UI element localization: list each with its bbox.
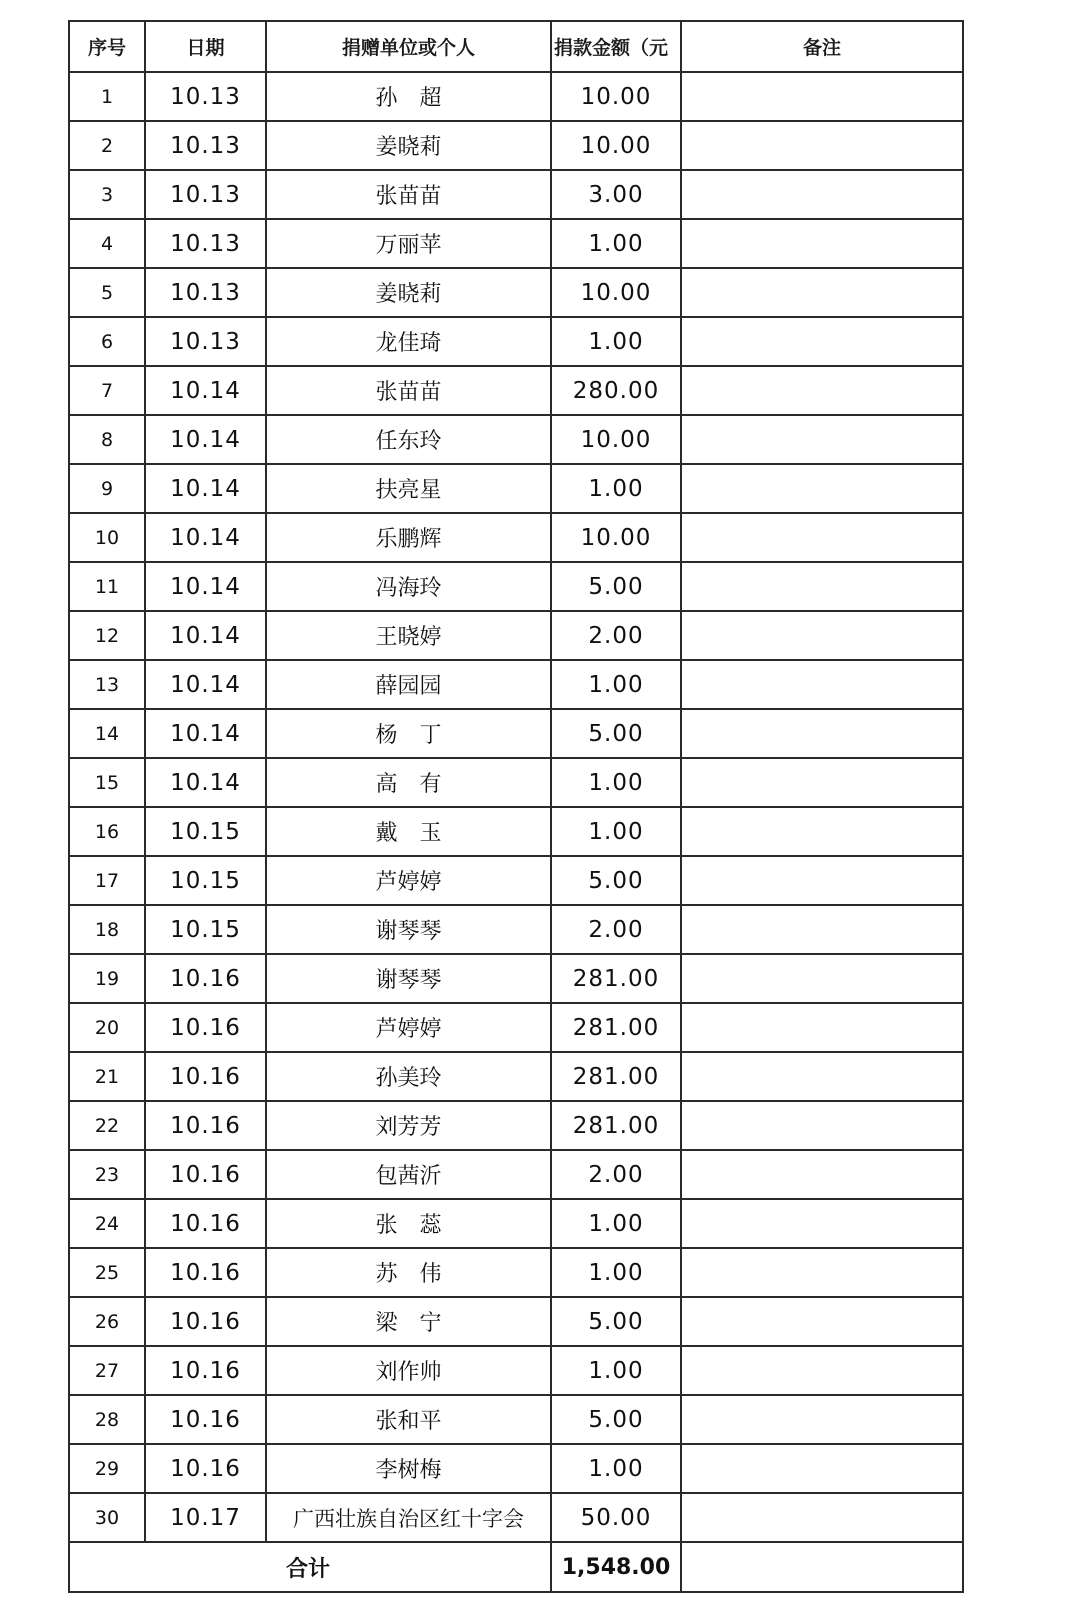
cell-no: 7: [69, 366, 145, 415]
donation-ledger-table: [68, 20, 964, 1593]
table-row: [69, 905, 963, 954]
cell-donor: 冯海玲: [266, 562, 551, 611]
cell-remark: [681, 954, 963, 1003]
cell-amount: 2.00: [551, 611, 681, 660]
cell-date: 10.14: [145, 464, 266, 513]
cell-amount: 1.00: [551, 758, 681, 807]
cell-no: 2: [69, 121, 145, 170]
cell-donor: 杨 丁: [266, 709, 551, 758]
cell-no: 24: [69, 1199, 145, 1248]
cell-remark: [681, 856, 963, 905]
cell-no: 4: [69, 219, 145, 268]
cell-remark: [681, 317, 963, 366]
cell-amount: 2.00: [551, 1150, 681, 1199]
cell-date: 10.16: [145, 954, 266, 1003]
header-no: 序号: [69, 21, 145, 72]
cell-amount: 5.00: [551, 562, 681, 611]
cell-date: 10.16: [145, 1199, 266, 1248]
table-row: [69, 219, 963, 268]
cell-no: 9: [69, 464, 145, 513]
cell-amount: 281.00: [551, 954, 681, 1003]
cell-remark: [681, 1150, 963, 1199]
cell-date: 10.16: [145, 1248, 266, 1297]
cell-donor: 包茜沂: [266, 1150, 551, 1199]
table-row: [69, 366, 963, 415]
cell-amount: 280.00: [551, 366, 681, 415]
cell-amount: 3.00: [551, 170, 681, 219]
cell-date: 10.13: [145, 317, 266, 366]
cell-date: 10.14: [145, 513, 266, 562]
cell-donor: 姜晓莉: [266, 268, 551, 317]
cell-amount: 1.00: [551, 1248, 681, 1297]
table-row: [69, 72, 963, 121]
cell-date: 10.16: [145, 1444, 266, 1493]
table-row: [69, 1150, 963, 1199]
cell-donor: 龙佳琦: [266, 317, 551, 366]
header-amount: 捐款金额（元: [551, 21, 681, 72]
table-row: [69, 415, 963, 464]
cell-date: 10.13: [145, 170, 266, 219]
total-remark: [681, 1542, 963, 1592]
cell-no: 17: [69, 856, 145, 905]
cell-remark: [681, 219, 963, 268]
cell-remark: [681, 1493, 963, 1542]
cell-amount: 5.00: [551, 856, 681, 905]
table-row: [69, 562, 963, 611]
cell-date: 10.17: [145, 1493, 266, 1542]
cell-date: 10.16: [145, 1150, 266, 1199]
table-row: [69, 170, 963, 219]
header-donor: 捐赠单位或个人: [266, 21, 551, 72]
cell-no: 22: [69, 1101, 145, 1150]
cell-donor: 孙 超: [266, 72, 551, 121]
cell-donor: 张 蕊: [266, 1199, 551, 1248]
cell-date: 10.14: [145, 366, 266, 415]
cell-amount: 1.00: [551, 1346, 681, 1395]
cell-amount: 1.00: [551, 660, 681, 709]
cell-donor: 戴 玉: [266, 807, 551, 856]
cell-no: 23: [69, 1150, 145, 1199]
cell-amount: 281.00: [551, 1003, 681, 1052]
cell-donor: 高 有: [266, 758, 551, 807]
cell-amount: 50.00: [551, 1493, 681, 1542]
cell-remark: [681, 1346, 963, 1395]
cell-amount: 1.00: [551, 807, 681, 856]
cell-donor: 乐鹏辉: [266, 513, 551, 562]
cell-date: 10.13: [145, 268, 266, 317]
table-row: [69, 268, 963, 317]
cell-date: 10.16: [145, 1003, 266, 1052]
table-row: [69, 121, 963, 170]
cell-amount: 5.00: [551, 1395, 681, 1444]
cell-date: 10.13: [145, 219, 266, 268]
cell-amount: 10.00: [551, 513, 681, 562]
cell-no: 12: [69, 611, 145, 660]
cell-date: 10.14: [145, 415, 266, 464]
cell-remark: [681, 1297, 963, 1346]
cell-no: 16: [69, 807, 145, 856]
table-row: [69, 317, 963, 366]
cell-amount: 281.00: [551, 1052, 681, 1101]
cell-date: 10.16: [145, 1297, 266, 1346]
cell-remark: [681, 1101, 963, 1150]
cell-no: 15: [69, 758, 145, 807]
table-row: [69, 1003, 963, 1052]
cell-no: 6: [69, 317, 145, 366]
cell-remark: [681, 1395, 963, 1444]
cell-no: 14: [69, 709, 145, 758]
cell-no: 27: [69, 1346, 145, 1395]
cell-date: 10.13: [145, 72, 266, 121]
cell-remark: [681, 72, 963, 121]
table-row: [69, 1052, 963, 1101]
cell-donor: 谢琴琴: [266, 954, 551, 1003]
cell-no: 20: [69, 1003, 145, 1052]
cell-remark: [681, 709, 963, 758]
cell-date: 10.15: [145, 905, 266, 954]
cell-remark: [681, 905, 963, 954]
total-amount: 1,548.00: [551, 1542, 681, 1592]
cell-donor: 扶亮星: [266, 464, 551, 513]
table-row: [69, 464, 963, 513]
cell-no: 30: [69, 1493, 145, 1542]
table-row: [69, 1199, 963, 1248]
cell-no: 5: [69, 268, 145, 317]
cell-no: 13: [69, 660, 145, 709]
cell-amount: 1.00: [551, 464, 681, 513]
cell-amount: 5.00: [551, 709, 681, 758]
table-row: [69, 1346, 963, 1395]
cell-amount: 1.00: [551, 1199, 681, 1248]
cell-remark: [681, 170, 963, 219]
cell-remark: [681, 758, 963, 807]
header-row: [69, 21, 963, 72]
cell-no: 21: [69, 1052, 145, 1101]
cell-donor: 张和平: [266, 1395, 551, 1444]
header-date: 日期: [145, 21, 266, 72]
cell-date: 10.16: [145, 1346, 266, 1395]
cell-date: 10.16: [145, 1101, 266, 1150]
cell-remark: [681, 611, 963, 660]
cell-date: 10.13: [145, 121, 266, 170]
cell-amount: 2.00: [551, 905, 681, 954]
cell-donor: 姜晓莉: [266, 121, 551, 170]
cell-donor: 广西壮族自治区红十字会: [266, 1493, 551, 1542]
cell-date: 10.15: [145, 807, 266, 856]
cell-remark: [681, 1052, 963, 1101]
cell-amount: 1.00: [551, 317, 681, 366]
cell-donor: 任东玲: [266, 415, 551, 464]
header-remark: 备注: [681, 21, 963, 72]
cell-remark: [681, 464, 963, 513]
cell-no: 3: [69, 170, 145, 219]
total-row: [69, 1542, 963, 1592]
cell-remark: [681, 1199, 963, 1248]
cell-donor: 梁 宁: [266, 1297, 551, 1346]
cell-amount: 281.00: [551, 1101, 681, 1150]
cell-date: 10.14: [145, 562, 266, 611]
table-row: [69, 1248, 963, 1297]
cell-donor: 张苗苗: [266, 170, 551, 219]
cell-no: 25: [69, 1248, 145, 1297]
cell-donor: 苏 伟: [266, 1248, 551, 1297]
cell-remark: [681, 513, 963, 562]
cell-no: 10: [69, 513, 145, 562]
cell-amount: 5.00: [551, 1297, 681, 1346]
cell-date: 10.14: [145, 660, 266, 709]
cell-amount: 10.00: [551, 268, 681, 317]
cell-amount: 1.00: [551, 219, 681, 268]
cell-no: 29: [69, 1444, 145, 1493]
cell-no: 26: [69, 1297, 145, 1346]
cell-date: 10.16: [145, 1052, 266, 1101]
cell-remark: [681, 1003, 963, 1052]
total-label: 合计: [69, 1542, 551, 1592]
cell-remark: [681, 562, 963, 611]
cell-donor: 李树梅: [266, 1444, 551, 1493]
cell-donor: 王晓婷: [266, 611, 551, 660]
cell-remark: [681, 1248, 963, 1297]
cell-donor: 芦婷婷: [266, 1003, 551, 1052]
table-row: [69, 1297, 963, 1346]
table-row: [69, 1493, 963, 1542]
table-row: [69, 709, 963, 758]
cell-remark: [681, 121, 963, 170]
cell-remark: [681, 807, 963, 856]
table-row: [69, 758, 963, 807]
cell-date: 10.14: [145, 611, 266, 660]
cell-remark: [681, 1444, 963, 1493]
cell-amount: 1.00: [551, 1444, 681, 1493]
cell-donor: 张苗苗: [266, 366, 551, 415]
cell-donor: 刘作帅: [266, 1346, 551, 1395]
cell-date: 10.16: [145, 1395, 266, 1444]
cell-date: 10.14: [145, 709, 266, 758]
cell-donor: 薛园园: [266, 660, 551, 709]
cell-remark: [681, 415, 963, 464]
table-row: [69, 1101, 963, 1150]
table-row: [69, 807, 963, 856]
table-row: [69, 660, 963, 709]
table-body: [69, 72, 963, 1542]
cell-no: 28: [69, 1395, 145, 1444]
cell-donor: 孙美玲: [266, 1052, 551, 1101]
cell-remark: [681, 366, 963, 415]
cell-amount: 10.00: [551, 415, 681, 464]
table-row: [69, 856, 963, 905]
table-row: [69, 513, 963, 562]
cell-donor: 芦婷婷: [266, 856, 551, 905]
table-footer: [69, 1542, 963, 1592]
cell-no: 11: [69, 562, 145, 611]
cell-no: 18: [69, 905, 145, 954]
table-row: [69, 954, 963, 1003]
table-row: [69, 1444, 963, 1493]
cell-no: 19: [69, 954, 145, 1003]
cell-donor: 刘芳芳: [266, 1101, 551, 1150]
cell-remark: [681, 660, 963, 709]
table-header: [69, 21, 963, 72]
cell-remark: [681, 268, 963, 317]
table-row: [69, 611, 963, 660]
cell-no: 8: [69, 415, 145, 464]
cell-donor: 谢琴琴: [266, 905, 551, 954]
table-row: [69, 1395, 963, 1444]
cell-amount: 10.00: [551, 72, 681, 121]
cell-amount: 10.00: [551, 121, 681, 170]
cell-date: 10.15: [145, 856, 266, 905]
cell-donor: 万丽苹: [266, 219, 551, 268]
cell-date: 10.14: [145, 758, 266, 807]
cell-no: 1: [69, 72, 145, 121]
